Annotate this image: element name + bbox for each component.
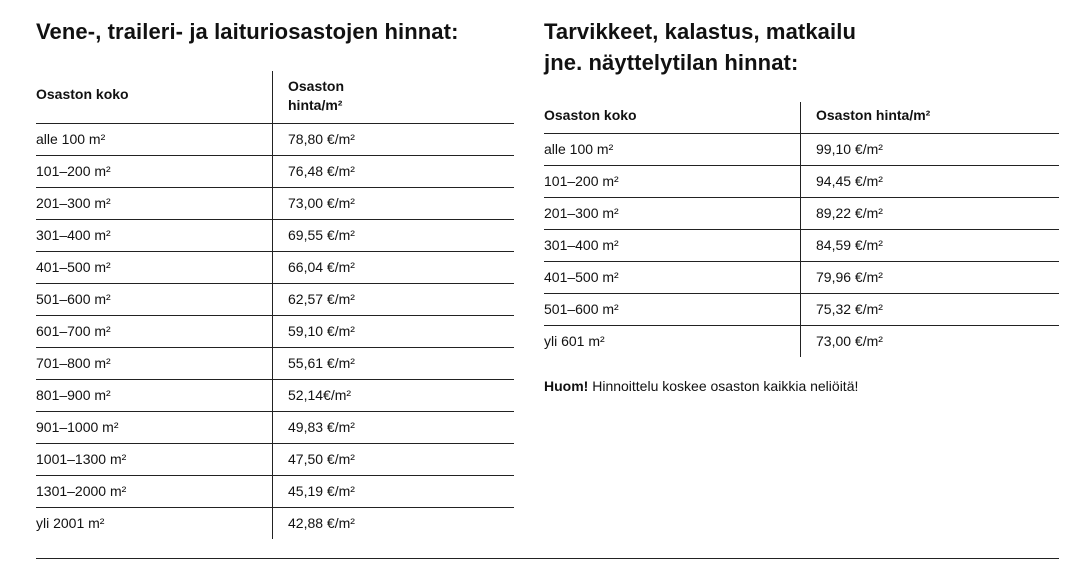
table-row [36,283,514,315]
table-row [544,165,1059,197]
size-cell: 301–400 m² [544,229,801,261]
table-header-row [36,71,514,123]
table-row [36,123,514,155]
table-row [36,507,514,539]
price-cell: 78,80 €/m² [273,123,515,155]
size-cell: 101–200 m² [36,155,273,187]
price-cell: 62,57 €/m² [273,283,515,315]
size-cell: 301–400 m² [36,219,273,251]
column-header-price: Osaston hinta/m² [273,71,515,123]
size-cell: 801–900 m² [36,379,273,411]
table-row [36,411,514,443]
size-cell: alle 100 m² [36,123,273,155]
price-cell: 89,22 €/m² [801,197,1060,229]
table-row [544,293,1059,325]
size-cell: 1001–1300 m² [36,443,273,475]
price-cell: 75,32 €/m² [801,293,1060,325]
table-row [544,325,1059,357]
table-row [36,219,514,251]
price-cell: 79,96 €/m² [801,261,1060,293]
table-row [36,251,514,283]
pricing-table [36,71,514,539]
note-label: Huom! [544,378,589,394]
pricing-note [544,377,858,395]
table-row [544,261,1059,293]
price-cell: 45,19 €/m² [273,475,515,507]
table-row [36,347,514,379]
price-cell: 66,04 €/m² [273,251,515,283]
price-cell: 52,14€/m² [273,379,515,411]
column-header-price: Osaston hinta/m² [801,102,1060,133]
size-cell: 101–200 m² [544,165,801,197]
size-cell: 501–600 m² [544,293,801,325]
table-row [36,443,514,475]
table-row [36,155,514,187]
table-row [36,475,514,507]
size-cell: alle 100 m² [544,133,801,165]
note-text: Hinnoittelu koskee osaston kaikkia neliöitä! [588,378,859,394]
price-cell: 69,55 €/m² [273,219,515,251]
table-row [36,315,514,347]
size-cell: 201–300 m² [36,187,273,219]
pricing-table [544,102,1059,357]
size-cell: 1301–2000 m² [36,475,273,507]
size-cell: 401–500 m² [544,261,801,293]
size-cell: 601–700 m² [36,315,273,347]
size-cell: 501–600 m² [36,283,273,315]
price-cell: 84,59 €/m² [801,229,1060,261]
price-cell: 47,50 €/m² [273,443,515,475]
column-header-size: Osaston koko [544,102,801,133]
table-row [544,133,1059,165]
size-cell: 701–800 m² [36,347,273,379]
bottom-divider [36,558,1059,559]
price-cell: 59,10 €/m² [273,315,515,347]
price-cell: 94,45 €/m² [801,165,1060,197]
table-row [36,187,514,219]
section-title: Vene-, traileri- ja laituriosastojen hinnat: [36,19,459,44]
price-cell: 73,00 €/m² [801,325,1060,357]
size-cell: yli 601 m² [544,333,605,349]
price-cell: 76,48 €/m² [273,155,515,187]
table-row [36,379,514,411]
section-title: Tarvikkeet, kalastus, matkailu jne. näyttelytilan hinnat: [544,19,856,75]
price-cell: 49,83 €/m² [273,411,515,443]
size-cell: 901–1000 m² [36,411,273,443]
price-cell: 73,00 €/m² [273,187,515,219]
table-header-row [544,102,1059,133]
size-cell: 201–300 m² [544,197,801,229]
price-cell: 99,10 €/m² [801,133,1060,165]
table-row [544,197,1059,229]
price-cell: 55,61 €/m² [273,347,515,379]
size-cell: yli 2001 m² [36,515,105,531]
table-row [544,229,1059,261]
column-header-size: Osaston koko [36,71,273,123]
size-cell: 401–500 m² [36,251,273,283]
price-cell: 42,88 €/m² [273,507,515,539]
